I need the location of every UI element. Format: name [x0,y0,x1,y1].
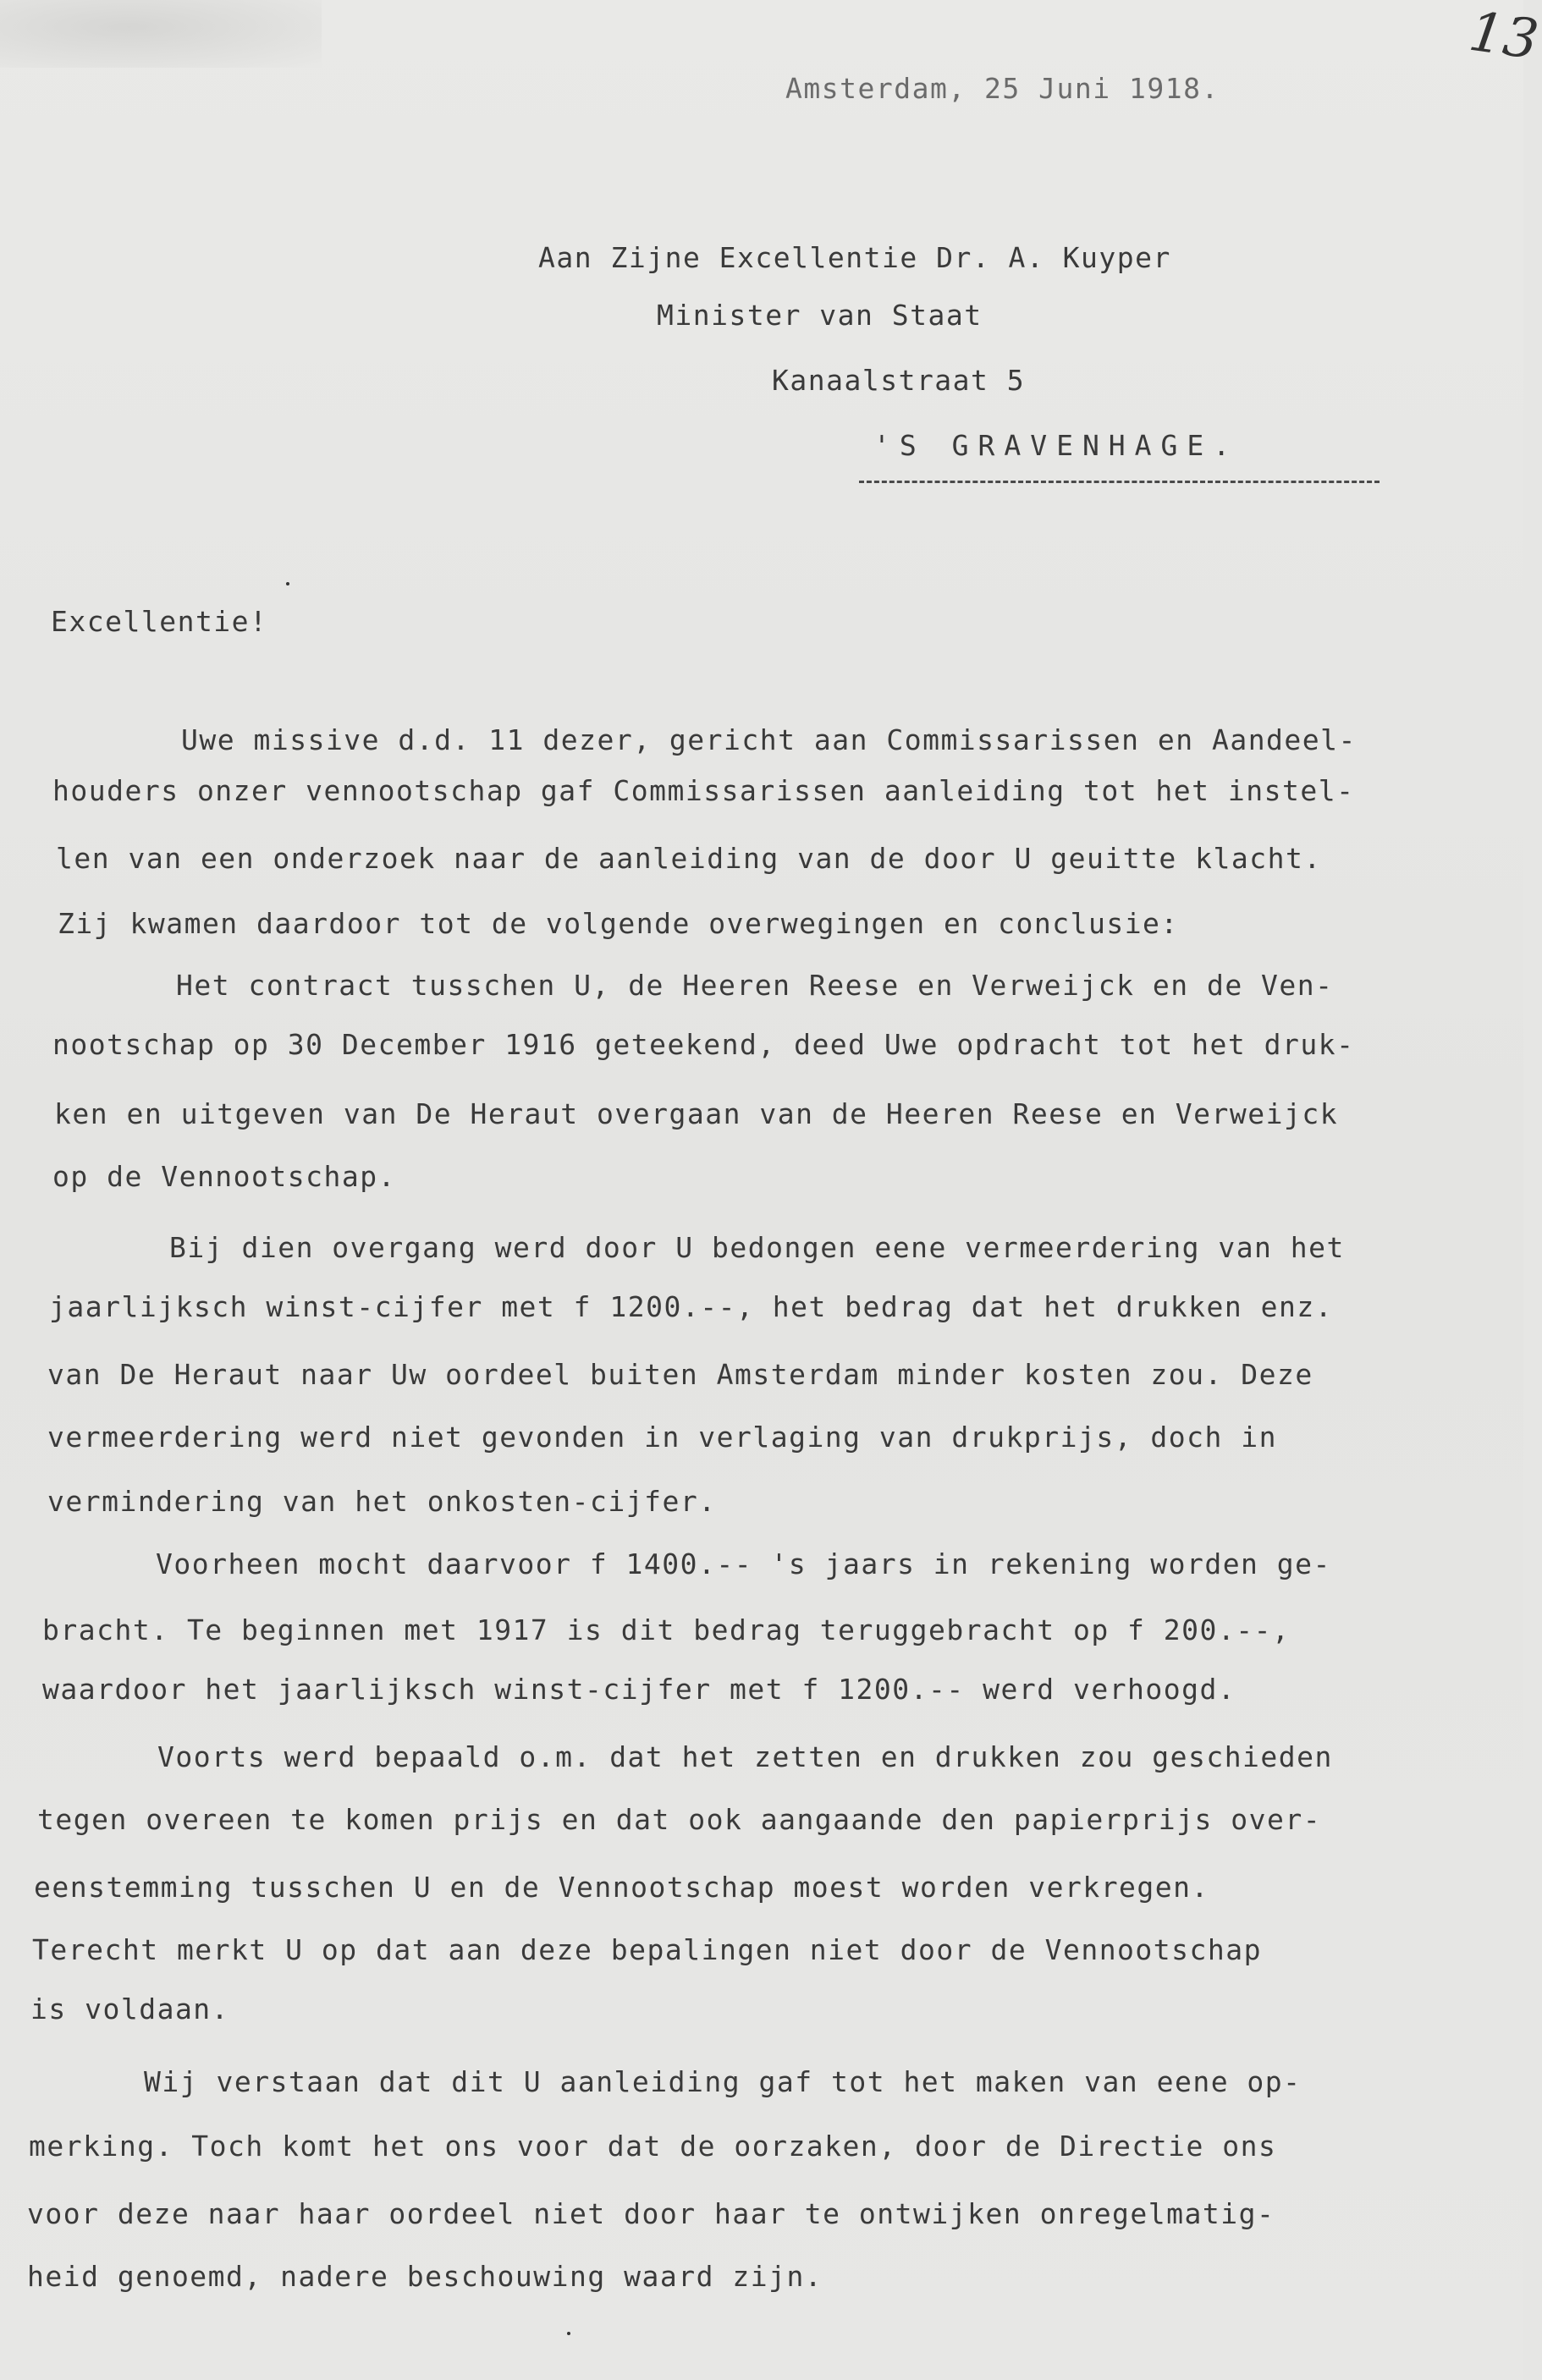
body-line: vermindering van het onkosten-cijfer. [47,1485,717,1518]
body-line: Het contract tusschen U, de Heeren Reese en Verweijck en de Ven- [176,969,1334,1002]
body-line: bracht. Te beginnen met 1917 is dit bedrag teruggebracht op f 200.--, [42,1613,1291,1646]
salutation: Excellentie! [51,605,268,638]
recipient-line-2: Minister van Staat [657,299,983,332]
body-line: jaarlijksch winst-cijfer met f 1200.--, het bedrag dat het drukken enz. [49,1290,1334,1323]
body-line: Uwe missive d.d. 11 dezer, gericht aan Commissarissen en Aandeel- [181,723,1357,756]
body-line: voor deze naar haar oordeel niet door haar te ontwijken onregelmatig- [27,2197,1275,2230]
body-line: op de Vennootschap. [52,1160,396,1193]
corner-smudge [0,0,322,68]
date-line: Amsterdam, 25 Juni 1918. [785,72,1220,105]
recipient-line-3: Kanaalstraat 5 [772,364,1026,397]
body-line: tegen overeen te komen prijs en dat ook aangaande den papierprijs over- [37,1803,1322,1836]
body-line: heid genoemd, nadere beschouwing waard zijn. [27,2260,823,2293]
body-line: Bij dien overgang werd door U bedongen eene vermeerdering van het [169,1231,1345,1264]
body-line: waardoor het jaarlijksch winst-cijfer met f 1200.-- werd verhoogd. [42,1673,1236,1706]
page-number: 13 [1465,0,1542,73]
body-line: Wij verstaan dat dit U aanleiding gaf tot het maken van eene op- [144,2065,1302,2098]
body-line: eenstemming tusschen U en de Vennootschap moest worden verkregen. [34,1871,1209,1904]
body-line: ken en uitgeven van De Heraut overgaan van de Heeren Reese en Verweijck [54,1097,1339,1130]
address-underline [859,481,1380,483]
ink-speck [567,2332,570,2335]
recipient-line-4: 'S GRAVENHAGE. [873,429,1240,462]
body-line: len van een onderzoek naar de aanleiding van de door U geuitte klacht. [56,842,1322,875]
ink-speck [286,582,289,585]
body-line: Zij kwamen daardoor tot de volgende overwegingen en conclusie: [58,907,1179,940]
body-line: merking. Toch komt het ons voor dat de oorzaken, door de Directie ons [29,2130,1277,2163]
body-line: houders onzer vennootschap gaf Commissarissen aanleiding tot het instel- [52,774,1355,807]
body-line: vermeerdering werd niet gevonden in verlaging van drukprijs, doch in [47,1421,1278,1454]
body-line: van De Heraut naar Uw oordeel buiten Amsterdam minder kosten zou. Deze [47,1358,1313,1391]
body-line: nootschap op 30 December 1916 geteekend, deed Uwe opdracht tot het druk- [52,1028,1355,1061]
recipient-line-1: Aan Zijne Excellentie Dr. A. Kuyper [538,241,1171,274]
body-line: Voorheen mocht daarvoor f 1400.-- 's jaars in rekening worden ge- [156,1547,1331,1580]
body-line: Voorts werd bepaald o.m. dat het zetten en drukken zou geschieden [157,1740,1333,1773]
body-line: is voldaan. [30,1992,230,2025]
body-line: Terecht merkt U op dat aan deze bepalingen niet door de Vennootschap [32,1933,1263,1966]
